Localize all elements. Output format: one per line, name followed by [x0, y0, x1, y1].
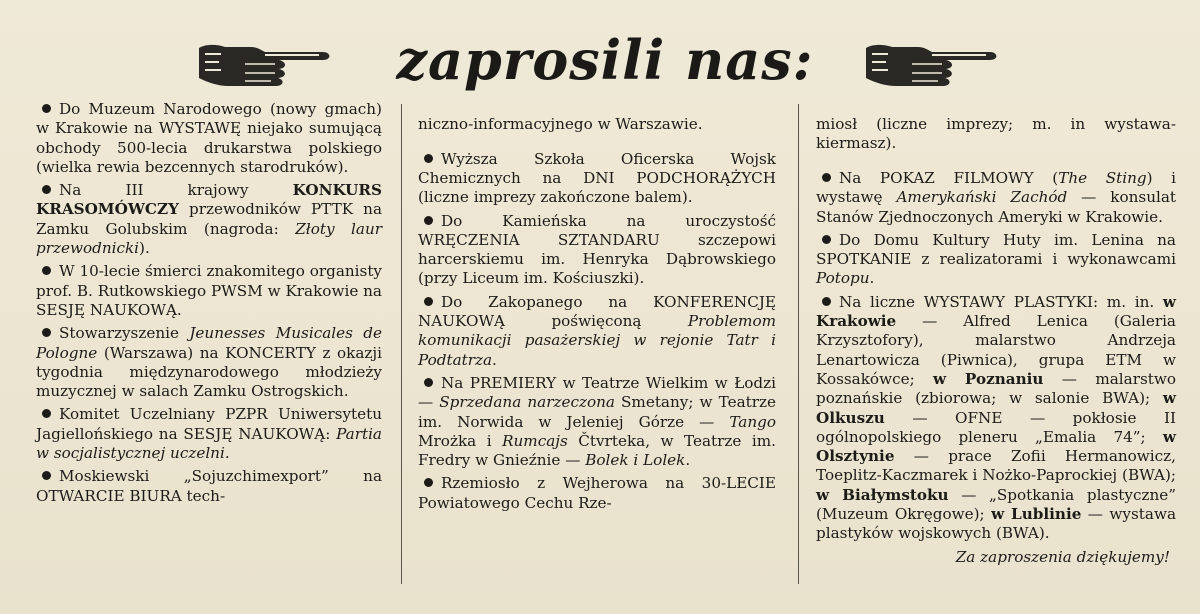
- list-item: Na III krajowy KONKURS KRASOMÓWCZY przewodników PTTK na Zamku Golubskim (nagroda: Złoty laur przewodnicki).: [36, 181, 382, 258]
- list-item: Do Kamieńska na uroczystość WRĘCZENIA SZTANDARU szczepowi harcerskiemu im. Henryka Dąbrowskiego (przy Liceum im. Kościuszki).: [418, 211, 776, 288]
- bullet-icon: [42, 328, 51, 337]
- bullet-icon: [42, 471, 51, 480]
- list-item: Do Domu Kultury Huty im. Lenina na SPOTKANIE z realizatorami i wykonawcami Potopu.: [816, 230, 1176, 288]
- bullet-icon: [424, 297, 433, 306]
- list-item: Rzemiosło z Wejherowa na 30-LECIE Powiatowego Cechu Rze-: [418, 474, 776, 512]
- bullet-icon: [42, 185, 51, 194]
- bullet-icon: [424, 216, 433, 225]
- page-title: zaprosili nas:: [396, 28, 814, 92]
- bullet-icon: [822, 297, 831, 306]
- column-3: [816, 100, 1176, 600]
- closing-line: Za zaproszenia dziękujemy!: [955, 547, 1170, 566]
- list-item: Na liczne WYSTAWY PLASTYKI: m. in. w Krakowie — Alfred Lenica (Galeria Krzysztofory), malarstwo Andrzeja Lenartowicza (Piwnica), grupa ETM w Kossakówce; w Poznaniu — malarstwo poznańskie (zbiorowa; w salonie BWA); w Olkuszu — OFNE — pokłosie II ogólnopolskiego pleneru „Emalia 74”; w Olsztynie — prace Zofii Hermanowicz, Toeplitz-Kaczmarek i Nożko-Paprockiej (BWA); w Białymstoku — „Spotkania plastyczne” (Muzeum Okręgowe); w Lublinie — wystawa plastyków wojskowych (BWA).: [816, 292, 1177, 543]
- list-item: Na PREMIERY w Teatrze Wielkim w Łodzi — Sprzedana narzeczona Smetany; w Teatrze im. Norwida w Jeleniej Górze — Tango Mrożka i Rumcajs Čtvrteka, w Teatrze im. Fredry w Gnieźnie — Bolek i Lolek.: [418, 373, 776, 470]
- pointing-hand-right-icon: [195, 38, 335, 90]
- bullet-icon: [424, 154, 433, 163]
- continued-text: niczno-informacyjnego w Warszawie.: [418, 115, 703, 134]
- list-item: Wyższa Szkoła Oficerska Wojsk Chemicznych na DNI PODCHORĄŻYCH (liczne imprezy zakończone balem).: [418, 149, 776, 207]
- list-item: Na POKAZ FILMOWY (The Sting) i wystawę Amerykański Zachód — konsulat Stanów Zjednoczonych Ameryki w Krakowie.: [816, 168, 1176, 226]
- bullet-icon: [42, 409, 51, 418]
- pointing-hand-right-icon: [862, 38, 1002, 90]
- bullet-icon: [42, 104, 51, 113]
- bullet-icon: [424, 378, 433, 387]
- bullet-icon: [822, 173, 831, 182]
- continued-text: miosł (liczne imprezy; m. in wystawa-kiermasz).: [816, 115, 1176, 153]
- list-item: W 10-lecie śmierci znakomitego organisty prof. B. Rutkowskiego PWSM w Krakowie na SESJĘ NAUKOWĄ.: [36, 262, 382, 319]
- column-1: [36, 100, 382, 600]
- list-item: Do Muzeum Narodowego (nowy gmach) w Krakowie na WYSTAWĘ niejako sumującą obchody 500-lecia drukarstwa polskiego (wielka rewia bezcennych starodruków).: [36, 100, 382, 176]
- bullet-icon: [822, 235, 831, 244]
- list-item: Moskiewski „Sojuzchimexport” na OTWARCIE BIURA tech-: [36, 467, 382, 505]
- list-item: Do Zakopanego na KONFERENCJĘ NAUKOWĄ poświęconą Problemom komunikacji pasażerskiej w rejonie Tatr i Podtatrza.: [418, 292, 776, 369]
- list-item: Stowarzyszenie Jeunesses Musicales de Pologne (Warszawa) na KONCERTY z okazji tygodnia międzynarodowego młodzieży muzycznej w salach Zamku Ostrogskich.: [36, 324, 382, 401]
- article-columns: [0, 100, 1200, 600]
- list-item: Komitet Uczelniany PZPR Uniwersytetu Jagiellońskiego na SESJĘ NAUKOWĄ: Partia w socjalistycznej uczelni.: [36, 405, 382, 463]
- column-2: [418, 100, 776, 600]
- bullet-icon: [424, 478, 433, 487]
- section-header: [0, 10, 1200, 96]
- bullet-icon: [42, 266, 51, 275]
